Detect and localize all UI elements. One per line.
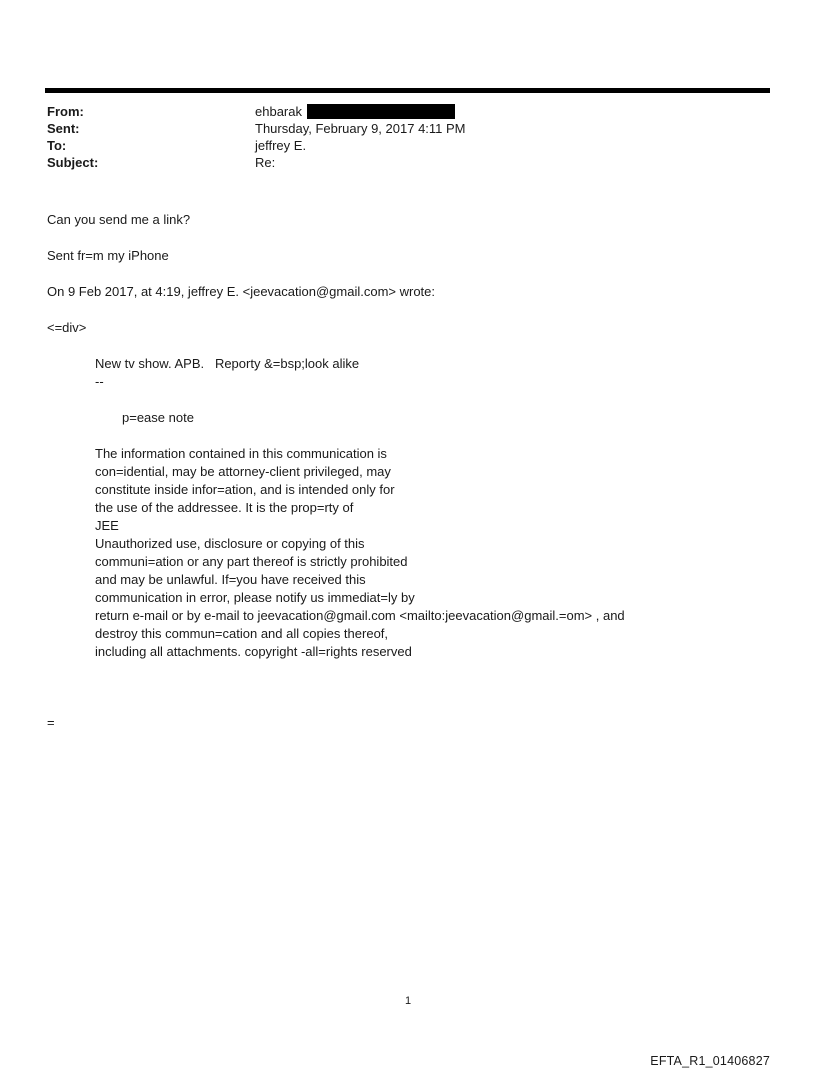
disclaimer-line: communi=ation or any part thereof is strictly prohibited xyxy=(95,554,408,569)
redaction-box xyxy=(307,104,455,119)
subject-value: Re: xyxy=(255,155,276,170)
disclaimer-line: communication in error, please notify us immediat=ly by xyxy=(95,590,415,605)
body-intro-line: Can you send me a link? xyxy=(47,212,191,227)
to-value: jeffrey E. xyxy=(255,138,307,153)
disclaimer-line: JEE xyxy=(95,518,119,533)
page-number: 1 xyxy=(404,995,412,1007)
bates-number: EFTA_R1_01406827 xyxy=(650,1054,770,1068)
blank-line xyxy=(47,301,776,319)
blank-line xyxy=(47,265,776,283)
sent-value: Thursday, February 9, 2017 4:11 PM xyxy=(255,121,466,136)
subject-label: Subject: xyxy=(47,155,99,170)
from-label: From: xyxy=(47,104,84,119)
div-tag-line: <=div> xyxy=(47,320,87,335)
blank-line xyxy=(47,391,776,409)
trailing-equals-line: = xyxy=(47,715,55,730)
disclaimer-line: Unauthorized use, disclosure or copying of this xyxy=(95,536,365,551)
header-row-sent xyxy=(47,120,769,137)
disclaimer-line: The information contained in this communication is xyxy=(95,446,387,461)
header-row-to xyxy=(47,137,769,154)
disclaimer-line: including all attachments. copyright -all=rights reserved xyxy=(95,644,412,659)
from-value-text: ehbarak xyxy=(255,104,302,119)
disclaimer-line: constitute inside infor=ation, and is intended only for xyxy=(95,482,395,497)
from-value xyxy=(255,103,769,120)
disclaimer-line: and may be unlawful. If=you have received this xyxy=(95,572,366,587)
header-row-from xyxy=(47,103,769,120)
blank-line xyxy=(47,229,776,247)
disclaimer-line: return e-mail or by e-mail to jeevacation@gmail.com <mailto:jeevacation@gmail.=om> , and xyxy=(95,608,625,623)
disclaimer-line: con=idential, may be attorney-client privileged, may xyxy=(95,464,391,479)
blank-lines xyxy=(47,661,776,714)
quoted-separator-line: -- xyxy=(95,374,104,389)
header-row-subject xyxy=(47,154,769,171)
disclaimer-line: destroy this commun=cation and all copies thereof, xyxy=(95,626,389,641)
header-divider-rule xyxy=(45,88,770,93)
quote-header-line: On 9 Feb 2017, at 4:19, jeffrey E. <jeevacation@gmail.com> wrote: xyxy=(47,284,436,299)
quoted-message-line: New tv show. APB. Reporty &=bsp;look alike xyxy=(95,356,360,371)
sent-label: Sent: xyxy=(47,121,80,136)
blank-line xyxy=(47,337,776,355)
body-signature-line: Sent fr=m my iPhone xyxy=(47,248,169,263)
email-header xyxy=(47,103,769,171)
to-label: To: xyxy=(47,138,67,153)
email-body xyxy=(47,211,776,732)
quoted-note-line: p=ease note xyxy=(122,410,194,425)
disclaimer-line: the use of the addressee. It is the prop=rty of xyxy=(95,500,354,515)
blank-line xyxy=(47,427,776,445)
